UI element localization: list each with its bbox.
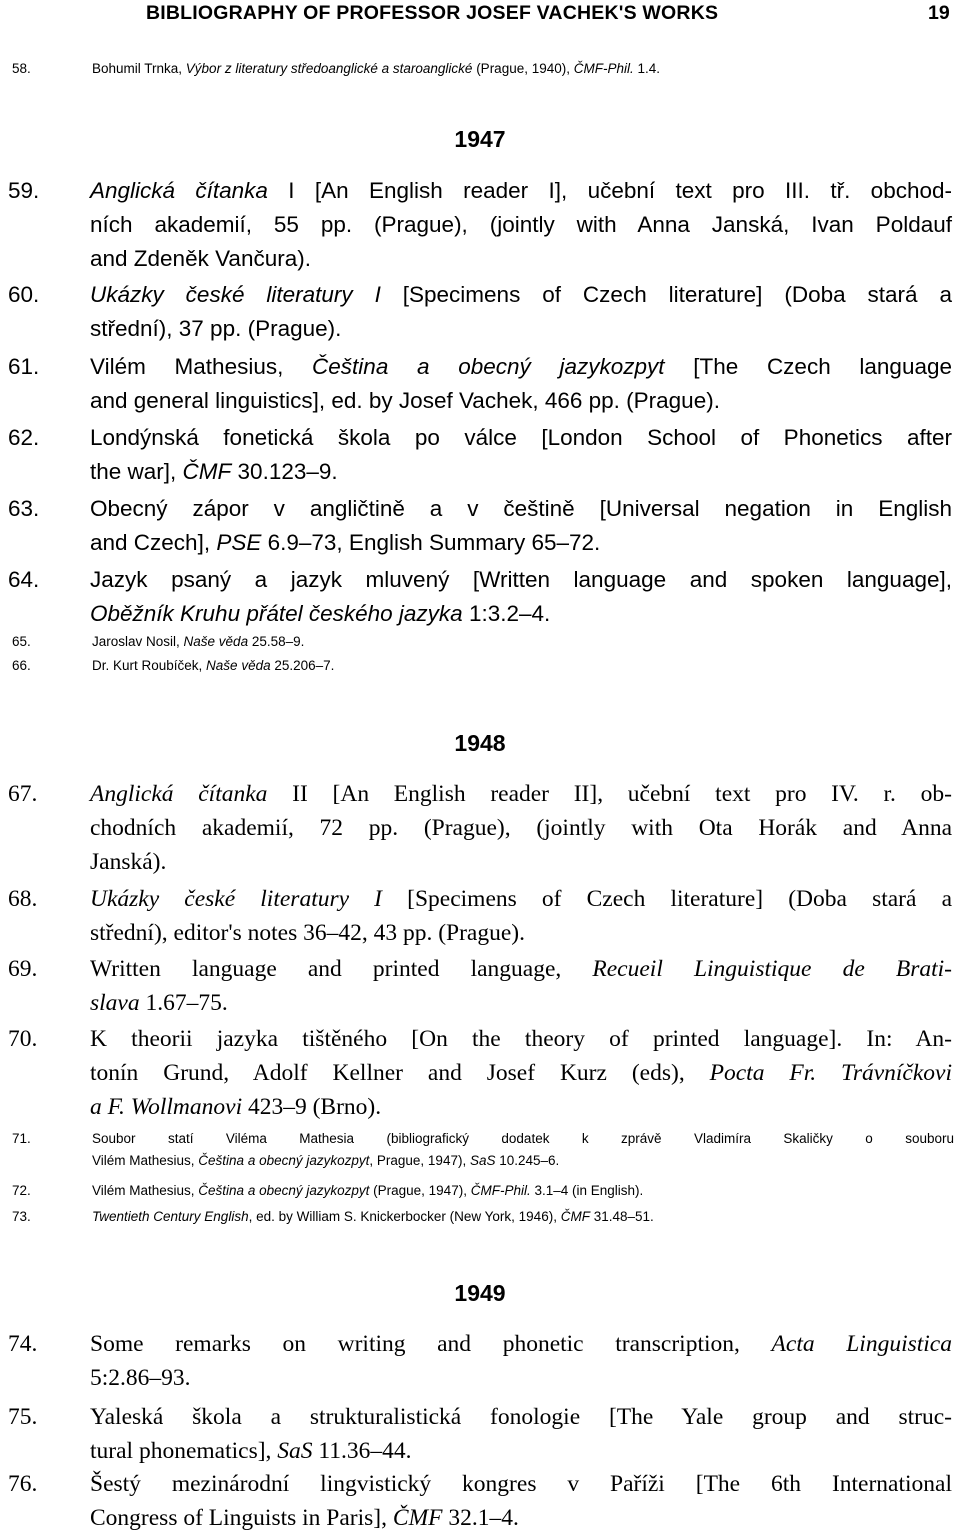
entry-title-italic: a F. Wollmanovi xyxy=(90,1094,243,1120)
entry-text xyxy=(90,1022,952,1124)
entry-fragment: 3.1–4 (in English). xyxy=(530,1183,644,1198)
entry-fragment: II [An English reader II], učební text pro IV. r. ob- xyxy=(267,781,952,807)
entry-line: and Zdeněk Vančura). xyxy=(90,246,311,271)
entry-fragment: [The Czech language xyxy=(664,354,952,379)
journal-italic: Acta Linguistica xyxy=(771,1331,952,1357)
entry-number: 63. xyxy=(8,496,40,521)
entry-title-italic: Ukázky české literatury I xyxy=(90,282,381,307)
entry-number: 71. xyxy=(12,1131,31,1146)
entry-fragment: 25.58–9. xyxy=(248,634,305,649)
entry-line: Obecný zápor v angličtině a v češtině [Universal negation in English xyxy=(90,496,952,521)
entry-title-italic: Anglická čítanka xyxy=(90,781,268,807)
entry-text xyxy=(90,350,952,418)
entry-number: 61. xyxy=(8,354,40,379)
entry-line: střední), editor's notes 36–42, 43 pp. (Prague). xyxy=(90,920,525,946)
journal-italic: SaS xyxy=(469,1153,496,1168)
journal-italic: ČMF xyxy=(392,1505,443,1531)
entry-number: 70. xyxy=(8,1026,38,1052)
entry-text xyxy=(90,952,952,1020)
entry-fragment: Vilém Mathesius, xyxy=(90,354,313,379)
entry-fragment: , Prague, 1947), xyxy=(369,1153,470,1168)
entry-fragment: 11.36–44. xyxy=(312,1438,412,1464)
page-number: 19 xyxy=(928,2,950,24)
entry-fragment: 423–9 (Brno). xyxy=(242,1094,382,1120)
entry-line: Londýnská fonetická škola po válce [London School of Phonetics after xyxy=(90,425,952,450)
entry-fragment: Dr. Kurt Roubíček, xyxy=(92,658,207,673)
entry-line: střední), 37 pp. (Prague). xyxy=(90,316,342,341)
entry-title-italic: Výbor z literatury středoanglické a staroanglické xyxy=(185,61,473,76)
entry-fragment: , ed. by William S. Knickerbocker (New York, 1946), xyxy=(248,1209,561,1224)
entry-fragment: 25.206–7. xyxy=(270,658,335,673)
entry-fragment: 1.4. xyxy=(633,61,661,76)
entry-text xyxy=(92,631,954,653)
entry-number: 75. xyxy=(8,1404,38,1430)
entry-line: Jazyk psaný a jazyk mluvený [Written language and spoken language], xyxy=(90,567,952,592)
entry-line: and general linguistics], ed. by Josef Vachek, 466 pp. (Prague). xyxy=(90,388,720,413)
entry-text xyxy=(90,1400,952,1468)
entry-title-italic: Anglická čítanka xyxy=(90,178,268,203)
journal-italic: SaS xyxy=(277,1438,313,1464)
journal-italic: slava xyxy=(90,990,140,1016)
entry-text xyxy=(92,1206,954,1228)
entry-text xyxy=(92,655,954,677)
entry-line: Šestý mezinárodní lingvistický kongres v Paříži [The 6th International xyxy=(90,1471,952,1497)
journal-italic: ČMF xyxy=(560,1209,590,1224)
journal-italic: ČMF-Phil. xyxy=(470,1183,531,1198)
entry-number: 58. xyxy=(12,61,31,76)
entry-title-italic: Čeština a obecný jazykozpyt xyxy=(312,354,665,379)
entry-fragment: Some remarks on writing and phonetic transcription, xyxy=(90,1331,772,1357)
entry-fragment: and Czech], xyxy=(90,530,217,555)
year-heading-1948: 1948 xyxy=(454,730,506,756)
entry-number: 72. xyxy=(12,1183,31,1198)
entry-line: chodních akademií, 72 pp. (Prague), (jointly with Ota Horák and Anna xyxy=(90,815,952,841)
entry-fragment: 10.245–6. xyxy=(495,1153,560,1168)
entry-title-italic: Čeština a obecný jazykozpyt xyxy=(198,1153,370,1168)
journal-italic: Naše věda xyxy=(206,658,271,673)
journal-italic: Naše věda xyxy=(183,634,249,649)
entry-number: 59. xyxy=(8,178,40,203)
journal-italic: ČMF xyxy=(182,459,232,484)
entry-fragment: tural phonematics], xyxy=(90,1438,278,1464)
entry-title-italic: Ukázky české literatury I xyxy=(90,886,383,912)
entry-fragment: 6.9–73, English Summary 65–72. xyxy=(261,530,601,555)
running-title: BIBLIOGRAPHY OF PROFESSOR JOSEF VACHEK'S WORKS xyxy=(146,2,719,24)
entry-fragment: Congress of Linguists in Paris], xyxy=(90,1505,393,1531)
entry-fragment: [Specimens of Czech literature] (Doba stará a xyxy=(382,886,952,912)
entry-fragment: 32.1–4. xyxy=(442,1505,519,1531)
entry-number: 62. xyxy=(8,425,40,450)
entry-number: 74. xyxy=(8,1331,38,1357)
entry-number: 73. xyxy=(12,1209,31,1224)
entry-number: 68. xyxy=(8,886,38,912)
entry-fragment: Written language and printed language, xyxy=(90,956,593,982)
entry-fragment: I [An English reader I], učební text pro III. tř. obchod- xyxy=(267,178,952,203)
entry-fragment: tonín Grund, Adolf Kellner and Josef Kurz (eds), xyxy=(90,1060,710,1086)
entry-line: Soubor statí Viléma Mathesia (bibliografický dodatek k zprávě Vladimíra Skaličky o souboru xyxy=(92,1131,954,1146)
entry-text xyxy=(90,421,952,489)
entry-fragment: 1.67–75. xyxy=(139,990,228,1016)
entry-number: 65. xyxy=(12,634,31,649)
entry-line: ních akademií, 55 pp. (Prague), (jointly with Anna Janská, Ivan Poldauf xyxy=(90,212,952,237)
entry-number: 69. xyxy=(8,956,38,982)
entry-fragment: Vilém Mathesius, xyxy=(92,1183,199,1198)
entry-fragment: [Specimens of Czech literature] (Doba stará a xyxy=(380,282,952,307)
entry-fragment: 30.123–9. xyxy=(231,459,338,484)
journal-italic: PSE xyxy=(216,530,262,555)
entry-text xyxy=(90,492,952,560)
entry-text xyxy=(90,777,952,879)
entry-fragment: the war], xyxy=(90,459,183,484)
entry-number: 64. xyxy=(8,567,40,592)
entry-text xyxy=(92,1128,954,1172)
entry-fragment: (Prague, 1947), xyxy=(369,1183,471,1198)
entry-line: K theorii jazyka tištěného [On the theory of printed language]. In: An- xyxy=(90,1026,952,1052)
entry-text xyxy=(92,58,954,80)
entry-title-italic: Čeština a obecný jazykozpyt xyxy=(198,1183,370,1198)
entry-text xyxy=(90,882,952,950)
journal-italic: Oběžník Kruhu přátel českého jazyka xyxy=(90,601,463,626)
year-heading-1947: 1947 xyxy=(454,126,506,152)
entry-text xyxy=(90,174,952,276)
entry-number: 66. xyxy=(12,658,31,673)
entry-text xyxy=(90,278,952,346)
year-heading-1949: 1949 xyxy=(454,1280,506,1306)
entry-number: 76. xyxy=(8,1471,38,1497)
entry-text xyxy=(90,563,952,631)
entry-fragment: Vilém Mathesius, xyxy=(92,1153,199,1168)
entry-fragment: 31.48–51. xyxy=(589,1209,654,1224)
entry-line: Yaleská škola a strukturalistická fonologie [The Yale group and struc- xyxy=(90,1404,952,1430)
entry-fragment: Jaroslav Nosil, xyxy=(92,634,184,649)
entry-fragment: (Prague, 1940), xyxy=(472,61,574,76)
entry-text xyxy=(92,1180,954,1202)
entry-text xyxy=(90,1327,952,1395)
entry-title-italic: Twentieth Century English xyxy=(92,1209,249,1224)
entry-line: 5:2.86–93. xyxy=(90,1365,191,1391)
entry-text xyxy=(90,1467,952,1535)
journal-italic: ČMF-Phil. xyxy=(573,61,634,76)
entry-fragment: Bohumil Trnka, xyxy=(92,61,186,76)
entry-number: 60. xyxy=(8,282,40,307)
entry-fragment: 1:3.2–4. xyxy=(462,601,551,626)
entry-number: 67. xyxy=(8,781,38,807)
journal-italic: Recueil Linguistique de Brati- xyxy=(592,956,952,982)
entry-line: Janská). xyxy=(90,849,167,875)
entry-title-italic: Pocta Fr. Trávníčkovi xyxy=(709,1060,952,1086)
page-header xyxy=(0,0,960,30)
